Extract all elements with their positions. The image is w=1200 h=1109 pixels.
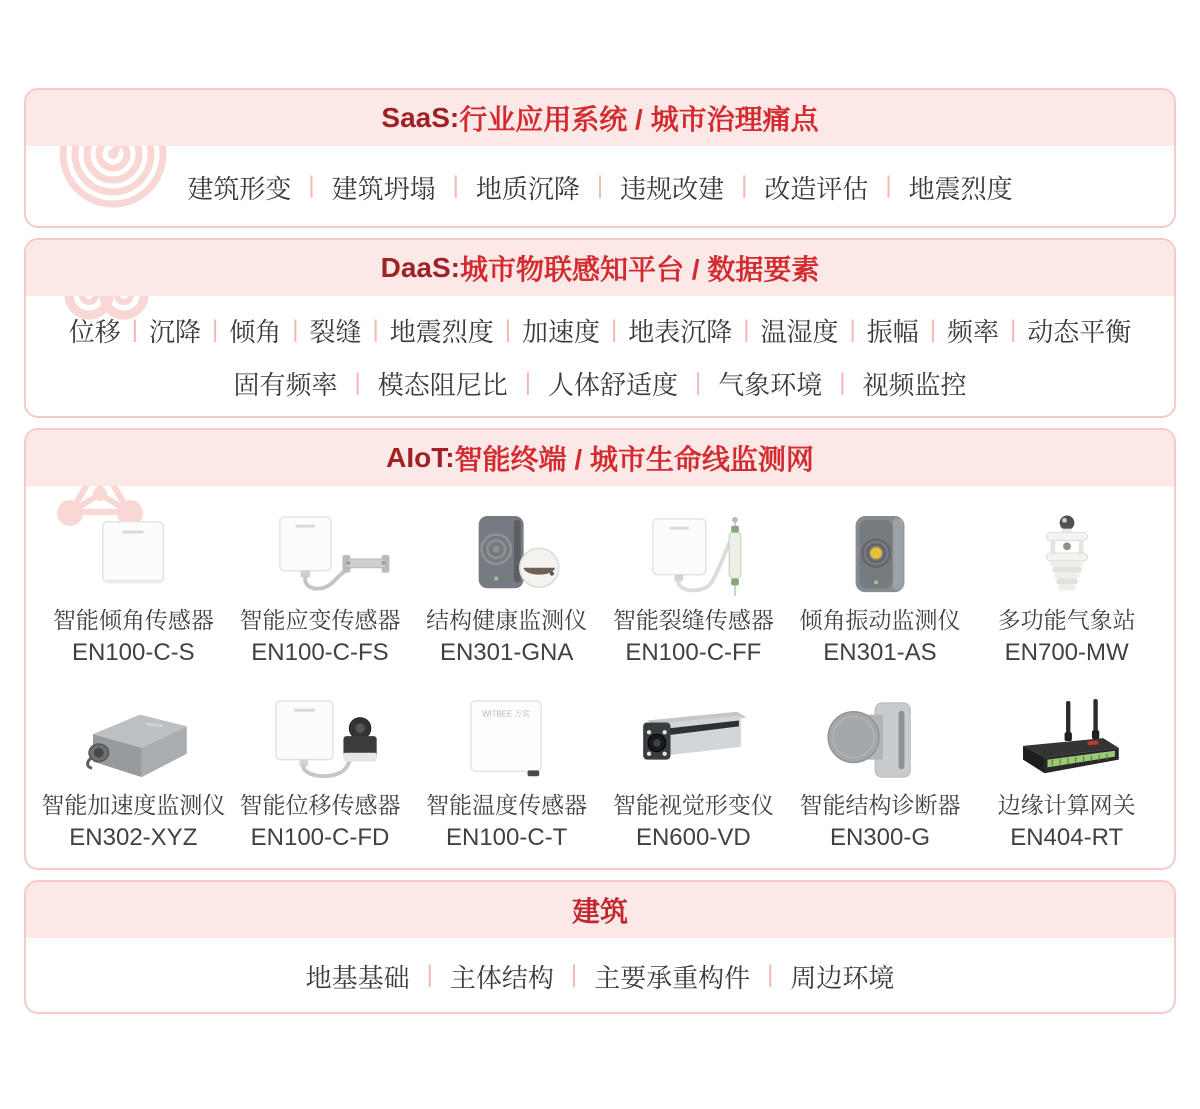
saas-keywords-row	[187, 169, 1012, 206]
structure-diagnoser-photo	[805, 681, 955, 785]
product-model: EN100-C-FS	[251, 639, 389, 666]
separator: |	[354, 368, 361, 396]
keyword: 加速度	[521, 317, 600, 347]
keyword: 地震烈度	[389, 317, 494, 347]
aiot-section	[24, 428, 1176, 870]
product-card	[413, 681, 600, 854]
separator: |	[570, 961, 578, 988]
product-model: EN100-C-FD	[250, 824, 390, 851]
separator: |	[695, 368, 702, 396]
product-name: 智能结构诊断器	[799, 792, 961, 818]
tilt-vibration-monitor-photo	[805, 496, 955, 600]
health-monitor-photo	[432, 496, 582, 600]
aiot-title-prefix: AIoT:	[386, 442, 455, 473]
product-name: 多功能气象站	[997, 607, 1136, 633]
separator: |	[849, 315, 856, 343]
daas-keywords-row-1	[69, 312, 1132, 349]
separator: |	[504, 315, 511, 343]
daas-section	[24, 238, 1176, 418]
saas-header	[26, 90, 1174, 146]
saas-title-prefix: SaaS:	[381, 102, 460, 133]
daas-header	[26, 240, 1174, 296]
keyword: 建筑形变	[187, 173, 292, 204]
keyword: 动态平衡	[1027, 317, 1132, 347]
product-name: 智能加速度监测仪	[41, 792, 226, 818]
product-card	[973, 496, 1160, 669]
keyword: 固有频率	[233, 370, 338, 400]
temperature-sensor-photo	[432, 681, 582, 785]
product-model: EN600-VD	[635, 824, 751, 851]
keyword: 振幅	[866, 317, 919, 347]
keyword: 违规改建	[620, 173, 725, 204]
product-name: 智能温度传感器	[426, 792, 588, 818]
product-model: EN301-GNA	[439, 639, 574, 666]
aiot-title: 智能终端 / 城市生命线监测网	[454, 444, 814, 475]
separator: |	[839, 368, 846, 396]
separator: |	[767, 961, 774, 988]
separator: |	[885, 172, 892, 199]
product-model: EN100-C-T	[445, 824, 568, 851]
product-card	[600, 681, 787, 854]
keyword: 周边环境	[790, 962, 895, 993]
tilt-sensor-photo	[58, 496, 208, 600]
separator: |	[929, 315, 936, 343]
product-name: 智能应变传感器	[239, 607, 401, 633]
product-model: EN301-AS	[823, 639, 937, 666]
keyword: 模态阻尼比	[377, 370, 508, 400]
separator: |	[292, 315, 299, 343]
keyword: 地质沉降	[475, 173, 580, 204]
keyword: 主体结构	[449, 962, 554, 993]
keyword: 地基基础	[305, 962, 410, 993]
keyword: 主要承重构件	[594, 962, 751, 993]
weather-station-photo	[992, 496, 1142, 600]
keyword: 气象环境	[718, 370, 823, 400]
saas-title: 行业应用系统 / 城市治理痛点	[459, 104, 819, 135]
daas-title-prefix: DaaS:	[380, 252, 461, 283]
separator: |	[524, 368, 531, 396]
building-body	[26, 938, 1174, 1014]
product-name: 智能位移传感器	[239, 792, 401, 818]
product-name: 倾角振动监测仪	[799, 607, 961, 633]
separator: |	[426, 961, 433, 988]
product-card	[40, 496, 227, 669]
crack-sensor-photo	[618, 496, 768, 600]
product-model: EN100-C-S	[71, 639, 195, 666]
separator: |	[1010, 315, 1017, 343]
aiot-header	[26, 430, 1174, 486]
keyword: 改造评估	[764, 173, 869, 204]
keyword: 倾角	[229, 317, 282, 347]
brand-label: WITBEE 万宾	[481, 709, 530, 719]
displacement-sensor-photo	[245, 681, 395, 785]
product-card	[227, 681, 414, 854]
keyword: 位移	[68, 317, 121, 347]
building-title: 建筑	[571, 896, 628, 927]
aiot-product-grid	[26, 486, 1174, 854]
product-name: 结构健康监测仪	[426, 607, 588, 633]
saas-body	[26, 146, 1174, 228]
daas-keywords-row-2	[233, 365, 966, 402]
keyword: 沉降	[148, 317, 201, 347]
product-card	[413, 496, 600, 669]
product-card	[787, 496, 974, 669]
building-header	[26, 882, 1174, 938]
separator: |	[212, 315, 219, 343]
keyword: 视频监控	[862, 370, 967, 400]
product-name: 智能视觉形变仪	[612, 792, 774, 818]
separator: |	[452, 172, 459, 199]
separator: |	[131, 315, 138, 343]
separator: |	[611, 315, 618, 343]
separator: |	[372, 315, 379, 343]
daas-title: 城市物联感知平台 / 数据要素	[460, 254, 820, 285]
keyword: 地震烈度	[908, 173, 1013, 204]
product-name: 智能裂缝传感器	[612, 607, 774, 633]
saas-section	[24, 88, 1176, 228]
product-name: 智能倾角传感器	[52, 607, 214, 633]
product-card	[600, 496, 787, 669]
edge-gateway-photo	[992, 681, 1142, 785]
camera-photo	[618, 681, 768, 785]
product-model: EN300-G	[829, 824, 931, 851]
product-model: EN100-C-FF	[625, 639, 762, 666]
product-card	[227, 496, 414, 669]
keyword: 建筑坍塌	[331, 173, 436, 204]
daas-body	[26, 296, 1174, 418]
keyword: 地表沉降	[628, 317, 733, 347]
keyword: 频率	[946, 317, 999, 347]
separator: |	[596, 172, 604, 199]
product-card	[787, 681, 974, 854]
product-name: 边缘计算网关	[997, 792, 1136, 818]
keyword: 人体舒适度	[547, 370, 678, 400]
separator: |	[741, 172, 748, 199]
product-model: EN404-RT	[1010, 824, 1124, 851]
separator: |	[308, 172, 315, 199]
strain-sensor-photo	[245, 496, 395, 600]
product-card	[973, 681, 1160, 854]
product-card	[40, 681, 227, 854]
keyword: 裂缝	[309, 317, 362, 347]
product-model: EN302-XYZ	[69, 824, 198, 851]
building-section	[24, 880, 1176, 1014]
separator: |	[743, 315, 750, 343]
keyword: 温湿度	[760, 317, 839, 347]
product-model: EN700-MW	[1004, 639, 1129, 666]
accelerometer-photo	[58, 681, 208, 785]
building-keywords-row	[306, 958, 895, 995]
